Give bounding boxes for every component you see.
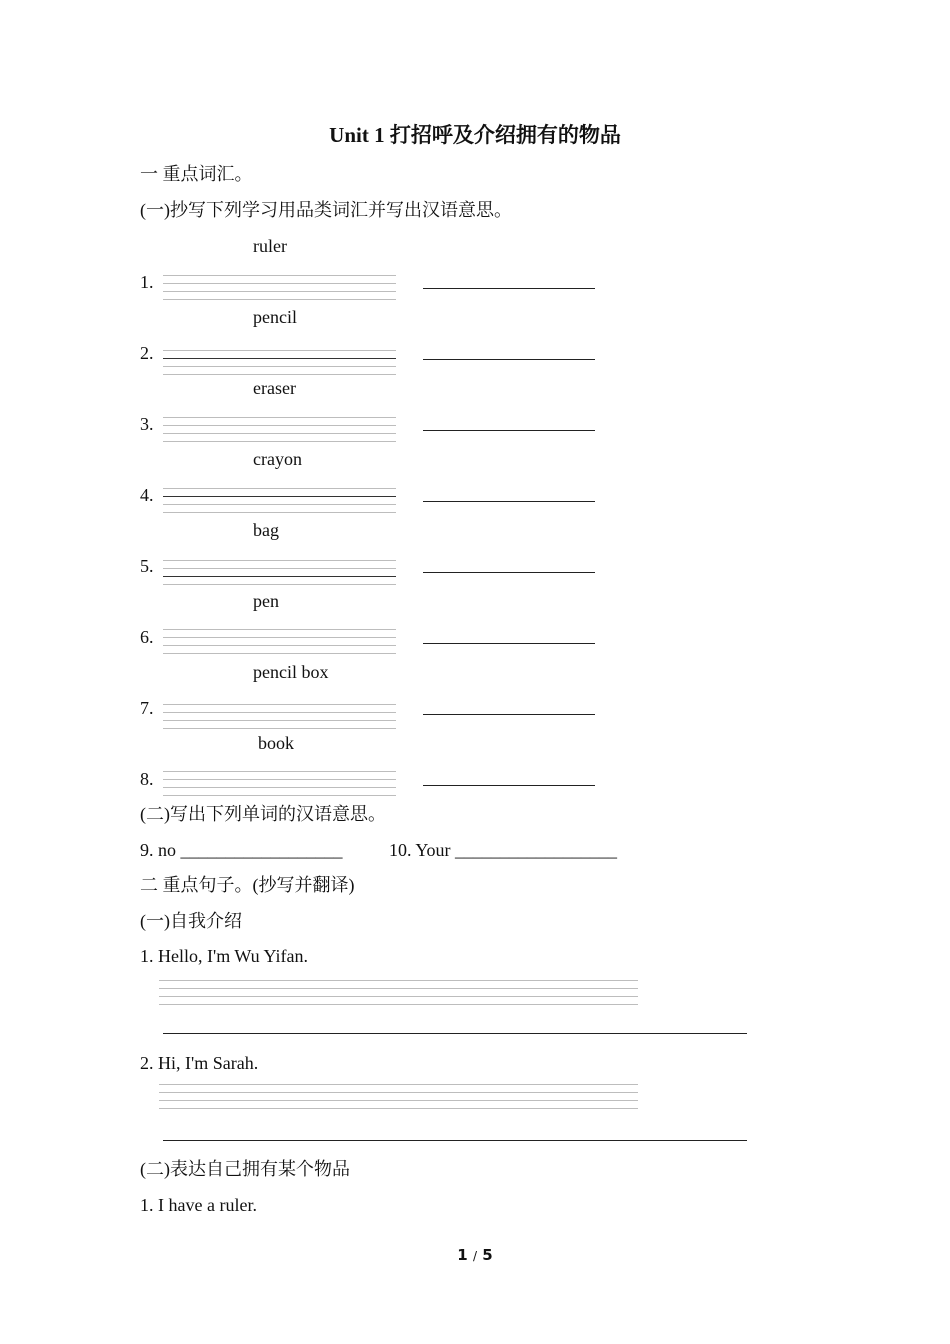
item-number-5: 5. [140,556,154,576]
item-number-8: 8. [140,769,154,789]
sentence-translation-line-1[interactable] [163,1033,747,1034]
vocab-word-bag: bag [253,520,279,540]
sentence-copy-lines-1[interactable] [159,980,638,1004]
current-page: 1 [457,1246,468,1264]
sentence-part-heading-self-intro: (一)自我介绍 [140,911,242,931]
question-9[interactable]: 9. no __________________ [140,840,343,860]
sentence-copy-lines-2[interactable] [159,1084,638,1108]
vocab-word-pencil-box: pencil box [253,662,329,682]
meaning-answer-line-1[interactable] [423,288,595,289]
meaning-answer-line-4[interactable] [423,501,595,502]
vocab-word-pen: pen [253,591,279,611]
item-number-3: 3. [140,414,154,434]
meaning-answer-line-2[interactable] [423,359,595,360]
page-separator: / [472,1249,478,1263]
vocab-word-eraser: eraser [253,378,296,398]
copy-writing-lines-8[interactable] [163,771,396,795]
copy-writing-lines-4[interactable] [163,488,396,512]
page-title: Unit 1 打招呼及介绍拥有的物品 [329,123,621,147]
meaning-answer-line-5[interactable] [423,572,595,573]
meaning-answer-line-7[interactable] [423,714,595,715]
vocab-word-crayon: crayon [253,449,302,469]
vocab-word-ruler: ruler [253,236,287,256]
vocab-word-book: book [258,733,294,753]
page-number [0,1244,950,1267]
item-number-7: 7. [140,698,154,718]
item-number-2: 2. [140,343,154,363]
copy-writing-lines-3[interactable] [163,417,396,441]
part-heading-word-meanings: (二)写出下列单词的汉语意思。 [140,804,386,824]
sentence-translation-line-2[interactable] [163,1140,747,1141]
question-10[interactable]: 10. Your __________________ [389,840,618,860]
copy-writing-lines-7[interactable] [163,704,396,728]
item-number-6: 6. [140,627,154,647]
copy-writing-lines-1[interactable] [163,275,396,299]
meaning-answer-line-8[interactable] [423,785,595,786]
sentence-1: 1. Hello, I'm Wu Yifan. [140,946,308,966]
copy-writing-lines-2[interactable] [163,350,396,374]
copy-writing-lines-5[interactable] [163,560,396,584]
section-heading-vocab: 一 重点词汇。 [140,164,253,184]
sentence-part-heading-possession: (二)表达自己拥有某个物品 [140,1159,350,1179]
item-number-1: 1. [140,272,154,292]
meaning-answer-line-3[interactable] [423,430,595,431]
meaning-answer-line-6[interactable] [423,643,595,644]
vocab-word-pencil: pencil [253,307,297,327]
section-heading-sentences: 二 重点句子。(抄写并翻译) [140,875,355,895]
part-heading-copy-words: (一)抄写下列学习用品类词汇并写出汉语意思。 [140,200,512,220]
sentence-2: 2. Hi, I'm Sarah. [140,1053,259,1073]
sentence-possession-1: 1. I have a ruler. [140,1195,257,1215]
total-pages: 5 [482,1246,493,1264]
copy-writing-lines-6[interactable] [163,629,396,653]
item-number-4: 4. [140,485,154,505]
